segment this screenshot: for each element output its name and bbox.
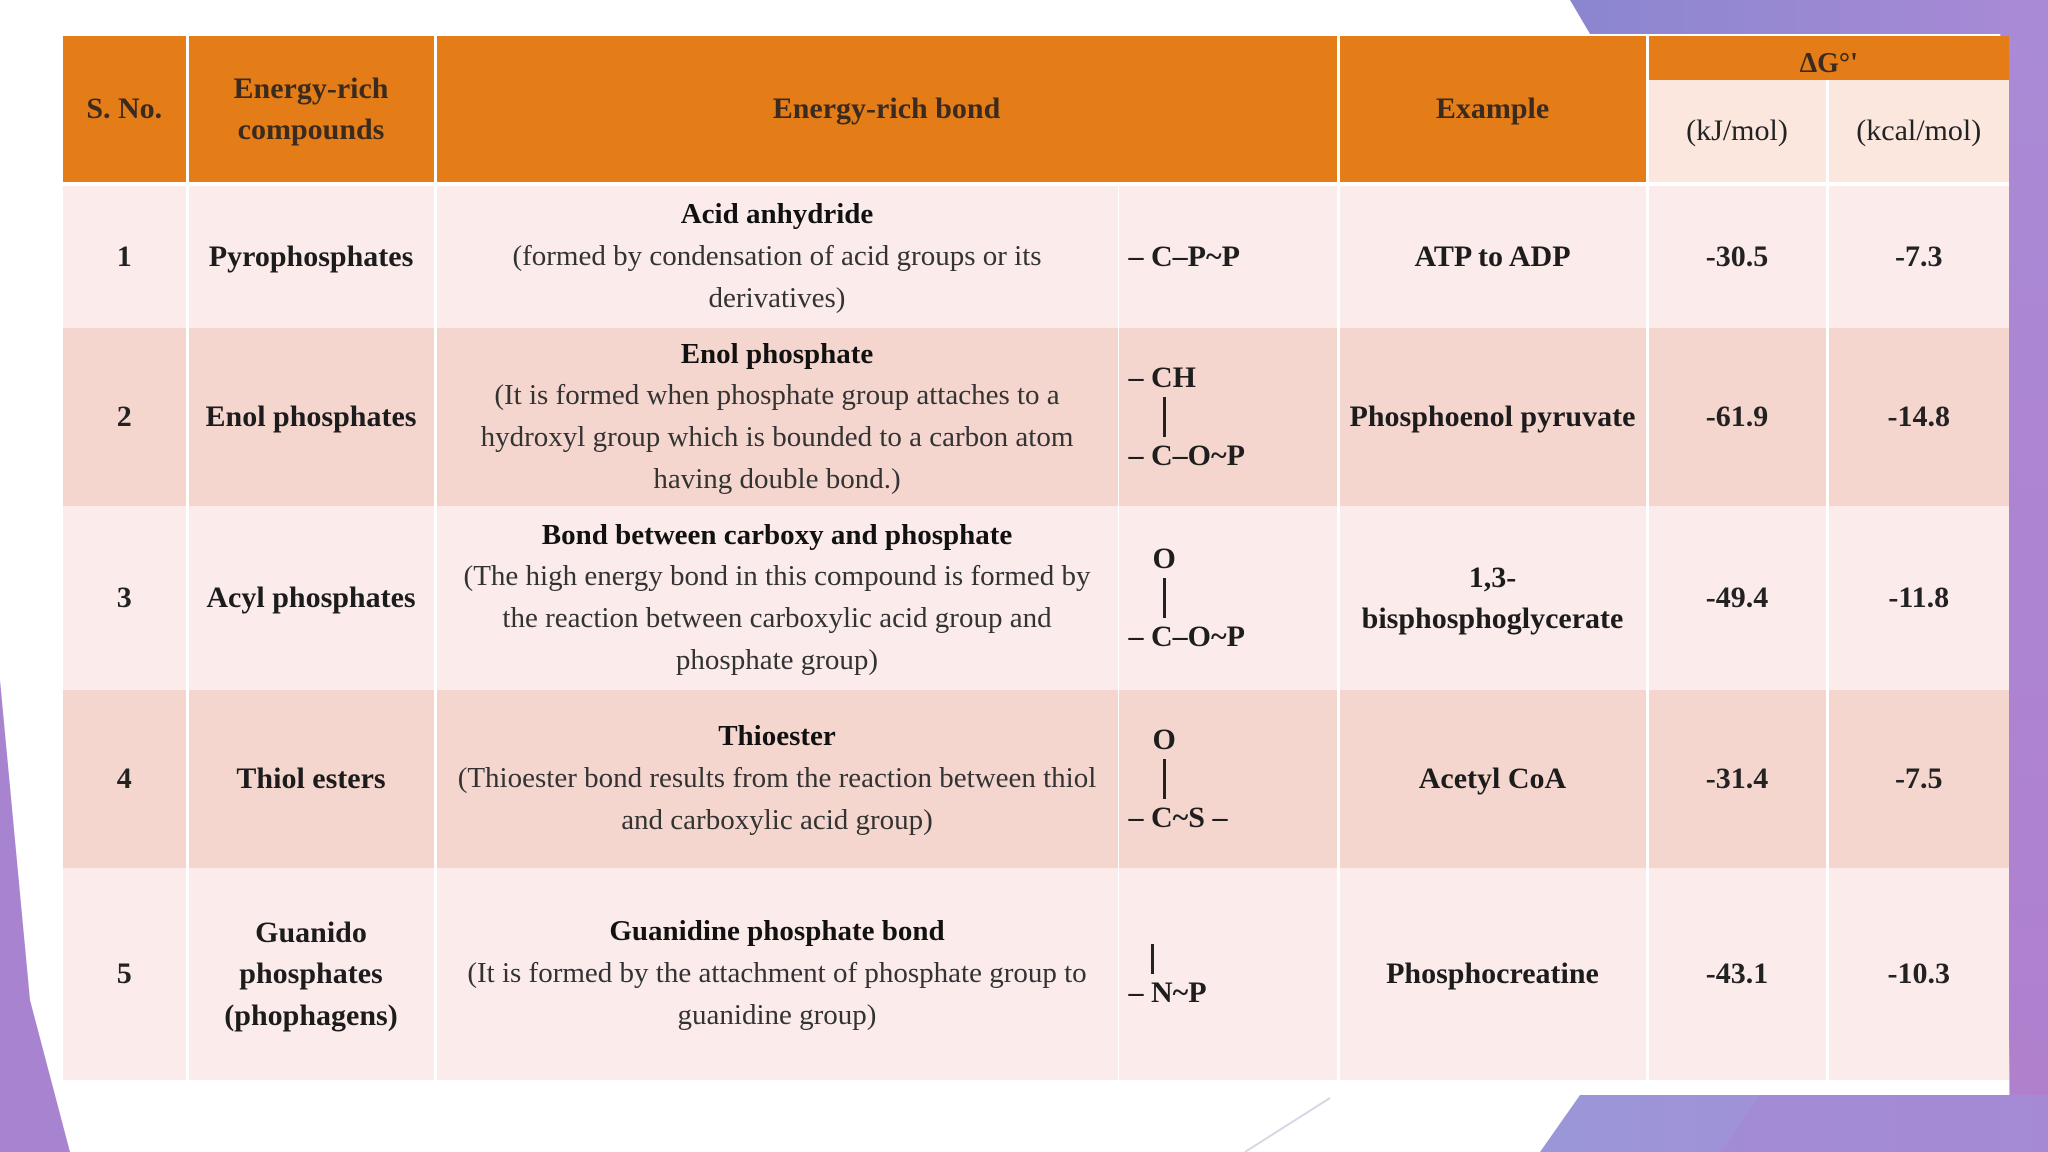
- table-row: [63, 506, 2009, 690]
- bond-title: Guanidine phosphate bond: [609, 915, 945, 948]
- header-bond: Energy-rich bond: [435, 36, 1338, 182]
- cell-example: ATP to ADP: [1338, 186, 1647, 328]
- cell-bond-description: [435, 868, 1118, 1080]
- cell-kj: -31.4: [1647, 690, 1827, 868]
- table-row: [63, 186, 2009, 328]
- bond-description: (The high energy bond in this compound is formed by the reaction between carboxylic acid group and phosphate group): [463, 560, 1091, 676]
- bond-title: Acid anhydride: [680, 198, 874, 231]
- header-example: Example: [1338, 36, 1647, 182]
- cell-example: Phosphoenol pyruvate: [1338, 328, 1647, 506]
- cell-bond-description: [435, 186, 1118, 328]
- header-compounds: [187, 36, 435, 182]
- formula-line: O: [1152, 542, 1176, 575]
- cell-bond-description: [435, 506, 1118, 690]
- header-delta-g: ΔG°': [1647, 36, 2009, 80]
- cell-sno: 4: [63, 690, 187, 868]
- cell-kcal: -7.5: [1827, 690, 2009, 868]
- formula-line: – N~P: [1128, 976, 1207, 1009]
- cell-example: Phosphocreatine: [1338, 868, 1647, 1080]
- formula-line: – C–P~P: [1128, 240, 1240, 273]
- compound-line1: Guanido: [255, 915, 367, 949]
- example-line1: 1,3-: [1468, 560, 1517, 594]
- cell-sno: 1: [63, 186, 187, 328]
- cell-bond-formula: [1118, 868, 1338, 1080]
- bond-title: Bond between carboxy and phosphate: [541, 518, 1013, 551]
- cell-kj: -30.5: [1647, 186, 1827, 328]
- header-unit-kcal: (kcal/mol): [1827, 80, 2009, 182]
- cell-kcal: -10.3: [1827, 868, 2009, 1080]
- header-sno: S. No.: [63, 36, 187, 182]
- cell-kj: -61.9: [1647, 328, 1827, 506]
- formula-line: O: [1152, 723, 1176, 756]
- double-bond-mark: [1163, 578, 1166, 618]
- double-bond-mark: [1163, 397, 1166, 437]
- bottom-right-dark-shape: [1720, 1095, 2048, 1152]
- cell-kj: -43.1: [1647, 868, 1827, 1080]
- table-row: [63, 328, 2009, 506]
- bond-description: (formed by condensation of acid groups or its derivatives): [512, 240, 1042, 314]
- formula-line: – CH: [1128, 361, 1196, 394]
- cell-compound: Pyrophosphates: [187, 186, 435, 328]
- top-right-accent-shape: [1570, 0, 2048, 34]
- compound-line2: phosphates: [239, 957, 383, 991]
- cell-bond-description: [435, 690, 1118, 868]
- bond-description: (It is formed by the attachment of phosphate group to guanidine group): [467, 957, 1087, 1031]
- formula-line: – C~S –: [1128, 801, 1228, 834]
- cell-compound: Enol phosphates: [187, 328, 435, 506]
- bond-title: Thioester: [718, 720, 836, 753]
- cell-sno: 3: [63, 506, 187, 690]
- table-row: [63, 868, 2009, 1080]
- cell-compound: Thiol esters: [187, 690, 435, 868]
- cell-kcal: -11.8: [1827, 506, 2009, 690]
- double-bond-mark: [1163, 759, 1166, 799]
- cell-bond-formula: [1118, 186, 1338, 328]
- decorative-thin-line: [1245, 1098, 1330, 1152]
- data-table: [63, 36, 2009, 1080]
- table-row: [63, 690, 2009, 868]
- cell-kj: -49.4: [1647, 506, 1827, 690]
- compound-line3: (phophagens): [224, 998, 398, 1032]
- cell-example: Acetyl CoA: [1338, 690, 1647, 868]
- formula-line: – C–O~P: [1128, 620, 1245, 653]
- cell-example: [1338, 506, 1647, 690]
- header-compounds-line2: compounds: [237, 113, 385, 146]
- cell-bond-formula: [1118, 506, 1338, 690]
- formula-line: – C–O~P: [1128, 439, 1245, 472]
- example-line2: bisphosphoglycerate: [1361, 602, 1624, 635]
- energy-rich-compounds-table: [63, 36, 2009, 1080]
- bond-title: Enol phosphate: [680, 337, 874, 370]
- cell-sno: 2: [63, 328, 187, 506]
- cell-bond-description: [435, 328, 1118, 506]
- cell-compound: Acyl phosphates: [187, 506, 435, 690]
- cell-sno: 5: [63, 868, 187, 1080]
- cell-bond-formula: [1118, 328, 1338, 506]
- cell-compound: [187, 868, 435, 1080]
- header-compounds-line1: Energy-rich: [233, 71, 389, 105]
- header-unit-kj: (kJ/mol): [1647, 80, 1827, 182]
- single-bond-mark: [1151, 944, 1154, 974]
- bond-description: (Thioester bond results from the reaction between thiol and carboxylic acid group): [457, 762, 1097, 836]
- cell-bond-formula: [1118, 690, 1338, 868]
- cell-kcal: -14.8: [1827, 328, 2009, 506]
- cell-kcal: -7.3: [1827, 186, 2009, 328]
- bond-description: (It is formed when phosphate group attaches to a hydroxyl group which is bounded to a carbon atom having double bond.): [480, 379, 1074, 495]
- left-edge-accent-shape: [0, 680, 70, 1152]
